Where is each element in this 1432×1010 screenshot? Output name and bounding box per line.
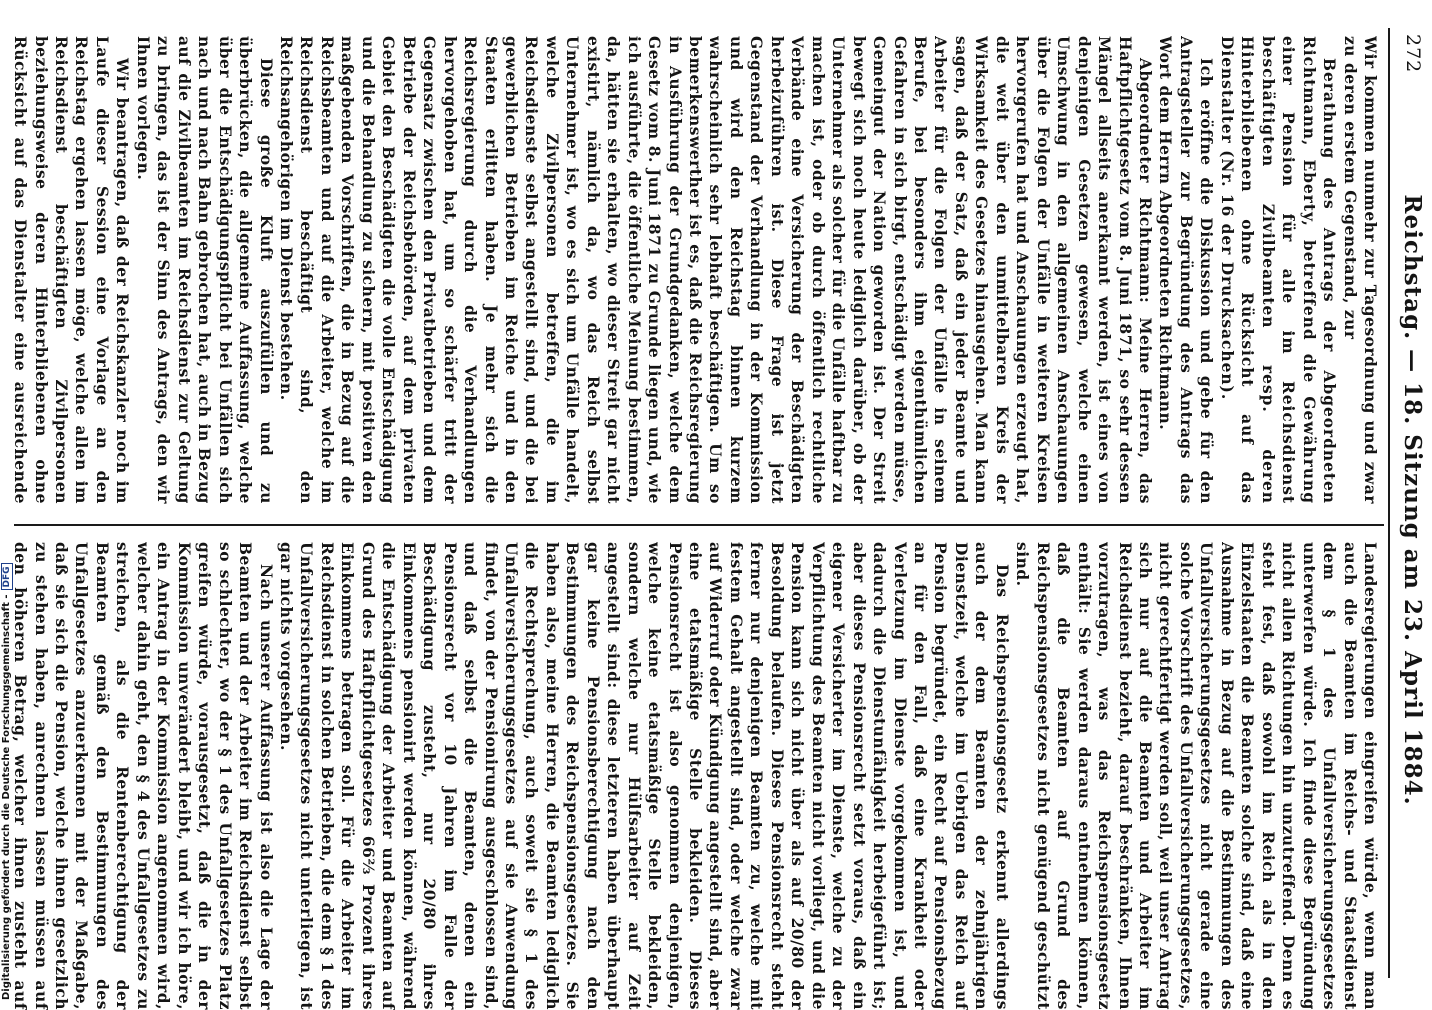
paragraph: Das Reichspensionsgesetz erkennt allerdings auch der dem Beamten der zehnjährigen Dienstzeit, welche im Uebrigen das Reich auf Pension begründet, ein Recht auf Pensionsbezug an für den Fall, daß eine Krankheit oder Verletzung im Dienste vorgekommen ist, und dadurch die Dienstunfähigkeit herbeigeführt ist; aber dieses Pensionsrecht setzt voraus, daß ein eigener Versicherter im Dienste, welche zu der Verpflichtung des Beamten nicht vorliegt, und die Pension kann sich nicht über als auf 20/80 der Besoldung belaufen. Dieses Pensionsrecht steht ferner nur denjenigen Beamten zu, welche mit festem Gehalt angestellt sind, oder welche zwar auf Widerruf oder Kündigung angestellt sind, aber eine etatsmäßige Stelle bekleiden. Dieses Pensionsrecht ist also genommen denjenigen, welche keine etatsmäßige Stelle bekleiden, sondern welche nur Hülfsarbeiter auf Zeit angestellt sind: diese letzteren haben überhaupt gar keine Pensionsberechtigung nach den Bestimmungen des Reichspensionsgesetzes. Sie haben also, meine Herren, die Beamten lediglich die Rechtsprechung, auch soweit sie § 1 des Unfallversicherungsgesetzes auf sie Anwendung findet, von der Pensionirung ausgeschlossen sind, und daß selbst die Beamten, denen ein Pensionsrecht vor 10 Jahren im Falle der Beschädigung zusteht, nur 20/80 ihres Einkommens pensionirt werden können, während die Entschädigung der Arbeiter und Beamten auf Grund des Haftpflichtgesetzes 66⅔ Prozent ihres Einkommens betragen soll. Für die Arbeiter im Reichsdienst in solchen Betrieben, die dem § 1 des Unfallversicherungsgesetzes nicht unterliegen, ist gar nichts vorgesehen. xyxy=(276,542,1011,1010)
digitization-credit-text: Digitalisierung gefördert durch die Deutsche Forschungsgemeinschaft - xyxy=(1,594,12,1000)
digitization-credit xyxy=(1,563,13,1000)
paragraph: Ich eröffne die Diskussion und gebe für den Antragsteller zur Begründung des Antrags das Wort dem Herrn Abgeordneten Richtmann. xyxy=(1156,36,1216,504)
paragraph: Wir kommen nunmehr zur Tagesordnung und zwar zu deren erstem Gegenstand, zur xyxy=(1340,36,1379,504)
agenda-item-title: Berathung des Antrags der Abgeordneten Richtmann, Eberty, betreffend die Gewährung einer Pension für alle im Reichsdienst beschäftigten Zivilbeamten resp. deren Hinterbliebenen ohne Rücksicht auf das Dienstalter (Nr. 16 der Drucksachen). xyxy=(1217,36,1339,504)
header-rule xyxy=(1388,28,1390,978)
paragraph: Landesregierungen eingreifen würde, wenn man auch die Beamten im Reichs- und Staatsdienst dem § 1 des Unfallversicherungsgesetzes unterwerfen würde. Ich finde diese Begründung nicht allen Richtungen hin unzutreffend. Denn es steht fest, daß sowohl im Reich als in den Einzelstaaten die Beamten solche sind, daß eine Ausnahme in Bezug auf die Bestimmungen des Unfallversicherungsgesetzes nicht gerade eine solche Vorschrift des Unfallversicherungsgesetzes, nicht gerechtfertigt werden soll, weil unser Antrag sich nur auf die Beamten und Arbeiter im Reichsdienst bezieht, darauf beschränken, Ihnen vorzutragen, was das Reichspensionsgesetz enthält: Sie werden daraus entnehmen können, daß die Beamten auf Grund des Reichspensionsgesetzes nicht genügend geschützt sind. xyxy=(1013,542,1379,1010)
right-text-column xyxy=(10,542,1380,1010)
page-number: 272 xyxy=(1402,34,1424,74)
speech-paragraph: Abgeordneter Richtmann: Meine Herren, das Haftpflichtgesetz vom 8. Juni 1871, so sehr dessen Mängel allseits anerkannt werden, ist eines von denjenigen Gesetzen gewesen, welche einen Umschwung in den allgemeinen Anschauungen über die Folgen der Unfälle in weiteren Kreisen hervorgerufen hat und Anschauungen erzeugt hat, die weit über den unmittelbaren Kreis der Wirksamkeit des Gesetzes hinausgehen. Man kann sagen, daß der Satz, daß ein jeder Beamte und Arbeiter für die Folgen der Unfälle in seinem Berufe, bei besonders ihm eigenthümlichen Gefahren in sich birgt, entschädigt werden müsse, Gemeingut der Nation geworden ist. Der Streit bewegt sich noch heute lediglich darüber, ob der Unternehmer als solcher für die Unfälle haftbar zu machen ist, oder ob durch öffentlich rechtliche Verbände eine Versicherung der Beschädigten herbeizuführen ist. Diese Frage ist jetzt Gegenstand der Verhandlung in der Kommission und wird den Reichstag binnen kurzem wahrscheinlich sehr lebhaft beschäftigen. Um so bemerkenswerther ist es, daß die Reichsregierung in Ausführung der Grundgedanken, welche dem Gesetz vom 8. Juni 1871 zu Grunde liegen und, wie ich ausführte, die öffentliche Meinung bestimmen, da, hätten sie erhalten, wo dieser Streit gar nicht existirt, nämlich da, wo das Reich selbst Unternehmer ist, wo es sich um Unfälle handelt, welche Zivilpersonen betreffen, die im Reichsdienste selbst angestellt sind, und die bei gewerblichen Betrieben im Reiche und in den Staaten erlitten haben. Je mehr sich die Reichsregierung durch die Verhandlungen hervorgehoben hat, um so schärfer tritt der Gegensatz zwischen den Privatbetrieben und dem Betriebe der Reichsbehörden, auf dem privaten Gebiet den Beschädigten die volle Entschädigung und die Behandlung zu sichern, mit positiven den maßgebenden Vorschriften, die in Bezug auf die Reichsbeamten und auf die Arbeiter, welche im Reichsdienst beschäftigt sind, den Reichsangehörigen im Dienst bestehen. xyxy=(276,36,1155,504)
column-divider xyxy=(14,524,1384,526)
left-text-column xyxy=(10,36,1380,504)
dfg-logo: DFG xyxy=(1,563,13,590)
paragraph: Nach unserer Auffassung ist also die Lage der Beamten und der Arbeiter im Reichsdienst selbst so schlechter, wo der § 1 des Unfallgesetzes Platz greifen würde, vorausgesetzt, daß die in der Kommission unverändert bleibt, und wir ich höre, ein Antrag in der Kommission angenommen wird, welcher dahin geht, den § 4 des Unfallgesetzes zu streichen, als die Rentenberechtigung der Beamten gemäß den Bestimmungen des Unfallgesetzes anzuerkennen mit der Maßgabe, daß sie sich die Pension, welche ihnen gesetzlich zu stehen haben, anrechnen lassen müssen auf den höheren Betrag, welcher ihnen zusteht auf xyxy=(11,542,275,1010)
paragraph: Diese große Kluft auszufüllen und zu überbrücken, die allgemeine Auffassung, welche über die Entschädigungspflicht bei Unfällen sich nach und nach Bahn gebrochen hat, auch in Bezug auf die Zivilbeamten im Reichsdienst zur Geltung zu bringen, das ist der Sinn des Antrags, den wir Ihnen vorlegen. xyxy=(133,36,275,504)
running-title: Reichstag. — 18. Sitzung am 23. April 1884. xyxy=(1399,194,1426,806)
paragraph: Wir beantragen, daß der Reichskanzler noch im Laufe dieser Session eine Vorlage an den Reichstag ergehen lassen möge, welche allen im Reichsdienst beschäftigten Zivilpersonen beziehungsweise deren Hinterbliebenen ohne Rücksicht auf das Dienstalter eine ausreichende xyxy=(11,36,132,504)
